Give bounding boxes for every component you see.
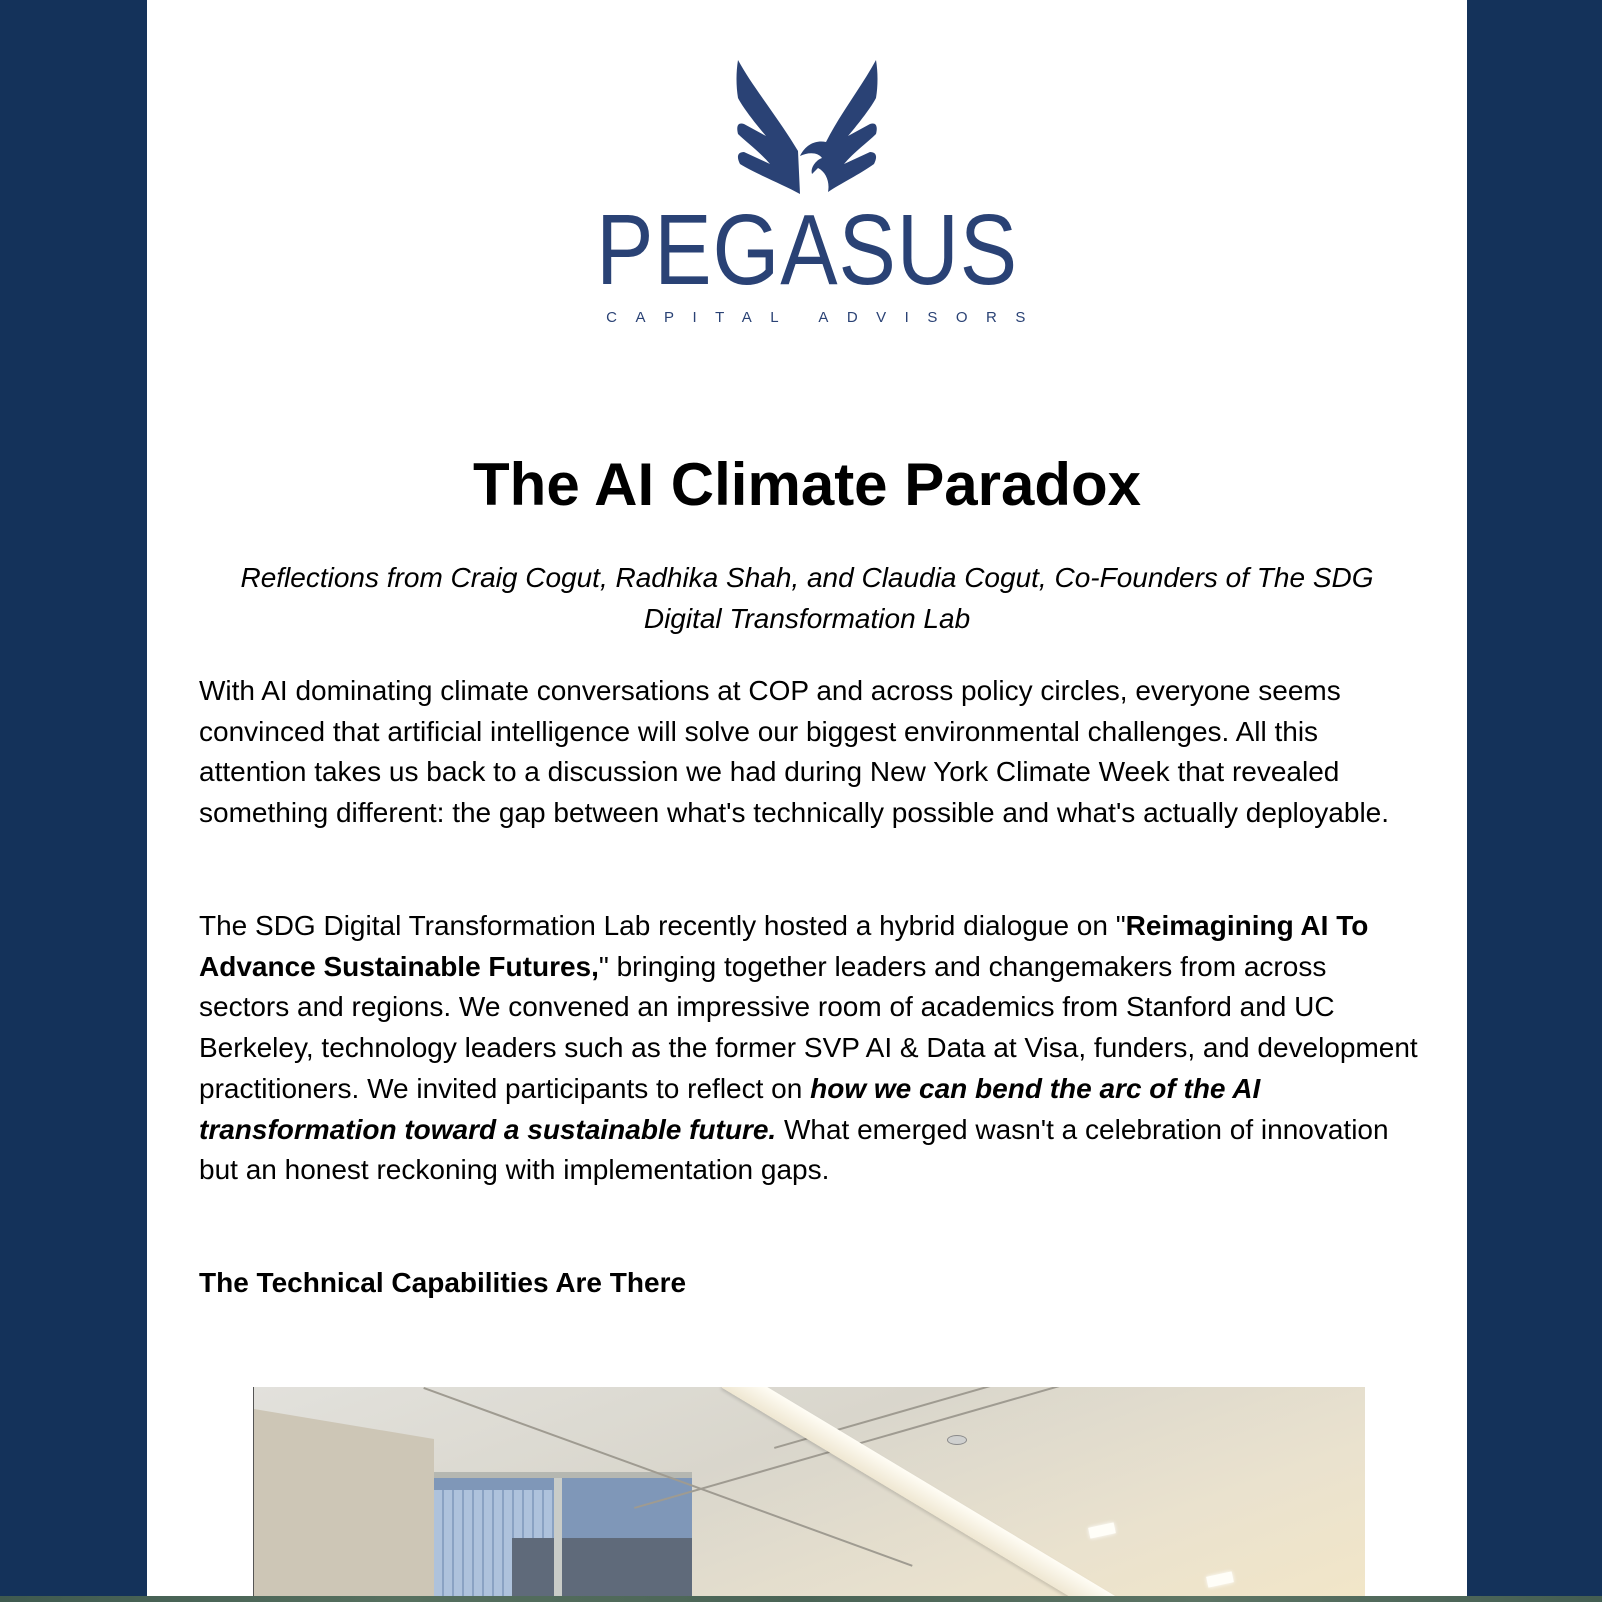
intro-paragraph: With AI dominating climate conversations at COP and across policy circles, everyone seems convinced that artificial intelligence will solve our biggest environmental challenges. All this attention takes us back to a discussion we had during New York Climate Week that revealed something different: the gap between what's technically possible and what's actually deployable. xyxy=(199,675,1390,829)
key-question-bold-italic: how we can bend the arc of the AI transformation toward a sustainable future. xyxy=(199,1072,1261,1145)
dialogue-paragraph xyxy=(199,906,1419,1191)
pegasus-wings-icon xyxy=(722,56,892,196)
meeting-room-photo[interactable] xyxy=(253,1387,1365,1602)
event-title-bold: Reimagining AI To Advance Sustainable Futures, xyxy=(199,910,1369,982)
section-heading: The Technical Capabilities Are There xyxy=(199,1267,687,1298)
photo-ceiling-sensor xyxy=(947,1435,967,1445)
bottom-edge-strip xyxy=(0,1596,1602,1602)
article-title: The AI Climate Paradox xyxy=(473,451,1141,518)
photo-building xyxy=(512,1538,692,1602)
text-run: What emerged wasn't a celebration of innovation but an honest reckoning with implementation gaps. xyxy=(199,1113,1389,1186)
email-content-column xyxy=(147,0,1467,1602)
photo-window-frame xyxy=(554,1478,562,1602)
photo-window xyxy=(434,1472,692,1602)
article-subtitle: Reflections from Craig Cogut, Radhika Shah, and Claudia Cogut, Co-Founders of The SDG Digital Transformation Lab xyxy=(240,562,1374,634)
logo-tagline: CAPITAL ADVISORS xyxy=(606,309,1044,326)
photo-wall xyxy=(254,1409,434,1602)
text-run: The SDG Digital Transformation Lab recently hosted a hybrid dialogue on " xyxy=(199,910,1126,941)
text-run: " bringing together leaders and changemakers from across sectors and regions. We convened an impressive room of academics from Stanford and UC Berkeley, technology leaders such as the former SVP AI & Data at Visa, funders, and development practitioners. We invited participants to reflect on xyxy=(199,950,1418,1104)
logo-wordmark: PEGASUS xyxy=(596,194,1018,306)
